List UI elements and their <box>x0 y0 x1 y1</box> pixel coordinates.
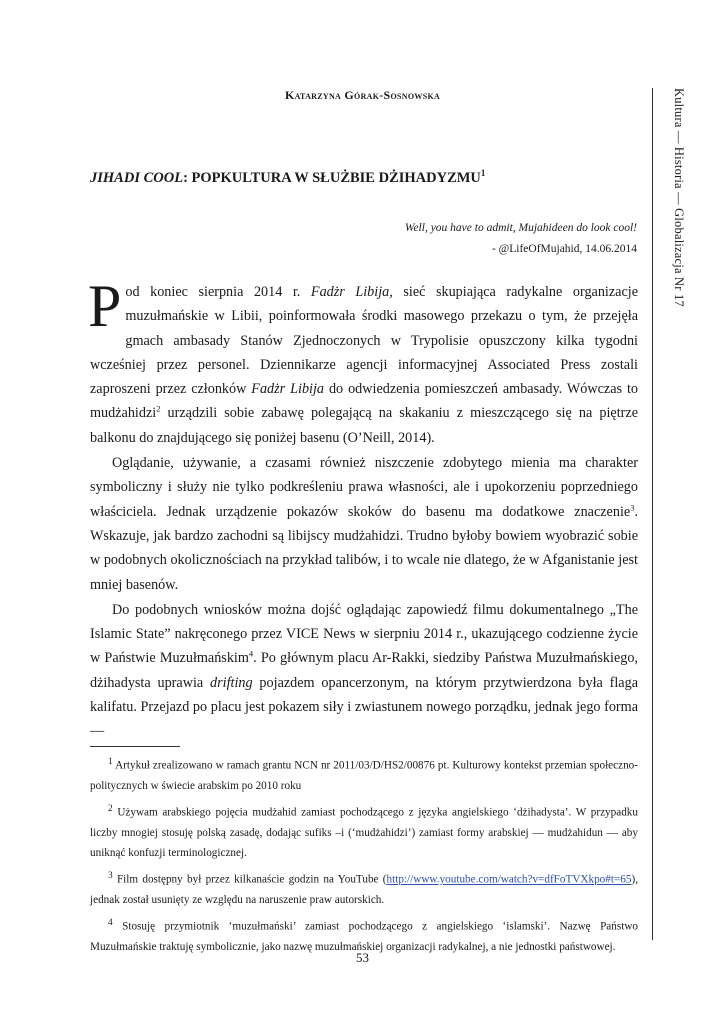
footnote-1 <box>90 752 638 797</box>
p1-text-2: sieć skupiająca radykalne organizacje muzułmańskie w Libii, poinformowała środki masowego przekazu o tym, że przejęła gmach ambasady Stanów Zjednoczonych w Trypolisie opuszczony kilka tygodni wcześniej przez personel. Dziennikarze agencji informacyjnej Associated Press zostali zaproszeni przez członków <box>90 284 638 398</box>
footnote-ref-2[interactable]: 2 <box>156 403 161 414</box>
footnote-3 <box>90 866 638 911</box>
epigraph-quote: Well, you have to admit, Mujahideen do look cool! <box>404 222 637 234</box>
footnote-ref-3[interactable]: 3 <box>630 501 635 512</box>
footnote-number: 2 <box>108 803 113 814</box>
footnote-2 <box>90 799 638 864</box>
p1-text-3: do odwiedzenia pomieszczeń ambasady. Wówczas to mudżahidzi <box>90 381 638 422</box>
page-number: 53 <box>356 950 369 965</box>
footnote-text: Artykuł zrealizowano w ramach grantu NCN nr 2011/03/D/HS2/00876 pt. Kulturowy kontekst przemian społeczno-politycznych w świecie arabskim po 2010 roku <box>90 759 638 793</box>
footnotes <box>90 752 638 959</box>
drop-cap: P <box>88 273 122 339</box>
youtube-link[interactable]: http://www.youtube.com/watch?v=dfFoTVXkpo#t=65 <box>386 873 632 886</box>
title-rest: : POPKULTURA W SŁUŻBIE DŻIHADYZMU <box>183 169 481 186</box>
p1-italic-1: Fadżr Libija, <box>310 284 393 300</box>
footnote-number: 4 <box>108 917 113 928</box>
p3-text-3: pojazdem opancerzonym, na którym przytwierdzona była flaga kalifatu. Przejazd po placu jest pokazem siły i zwiastunem nowego porządku, jednak jego forma — <box>90 674 638 740</box>
article-title <box>90 168 630 187</box>
title-footnote-ref[interactable]: 1 <box>480 168 486 178</box>
p2-text-1: Oglądanie, używanie, a czasami również niszczenie zdobytego mienia ma charakter symboliczny i służy nie tylko podkreśleniu prawa własności, ale i upokorzeniu poprzedniego właściciela. Jednak urządzenie pokazów skoków do basenu ma dodatkowe znaczenie <box>90 455 638 520</box>
p1-text-4: urządzili sobie zabawę polegającą na skakaniu z mieszczącego się na piętrze balkonu do znajdującego się poniżej basenu (O’Neill, 2014). <box>90 405 638 446</box>
epigraph-source: - @LifeOfMujahid, 14.06.2014 <box>491 243 637 255</box>
p3-text-1: Do podobnych wniosków można dojść oglądając zapowiedź filmu dokumentalnego „The Islamic State” nakręconego przez VICE News w sierpniu 2014 r., ukazującego codzienne życie w Państwie Muzułmańskim <box>90 601 638 667</box>
p1-text-1: od koniec sierpnia 2014 r. <box>125 284 311 300</box>
footnote-text: Używam arabskiego pojęcia mudżahid zamiast pochodzącego z języka angielskiego ‘dżihadysta’. W przypadku liczby mnogiej stosuję polską zasadę, dodając sufiks –i (‘mudżahidzi’) zamiast formy arabskiej — mudżahidun — aby uniknąć konfuzji terminologicznej. <box>90 806 638 860</box>
footnote-text: Stosuję przymiotnik ‘muzułmański’ zamiast pochodzącego z angielskiego ‘islamski’. Nazwę Państwo Muzułmańskie traktuję symbolicznie, jako nazwę muzułmańskiej organizacji radykalnej, a nie jednostki państwowej. <box>90 920 638 953</box>
journal-side-label: Kultura — Historia — Globalizacja Nr 17 <box>672 88 686 307</box>
epigraph <box>237 218 637 260</box>
footnote-text: ), jednak został usunięty ze względu na naruszenie praw autorskich. <box>90 873 638 907</box>
footnote-text: Film dostępny był przez kilkanaście godzin na YouTube ( <box>112 873 387 886</box>
article-body <box>88 273 638 744</box>
author-name: Katarzyna Górak-Sosnowska <box>284 88 441 102</box>
paragraph-3 <box>90 598 638 744</box>
p2-text-2: . Wskazuje, jak bardzo zachodni są libijscy mudżahidzi. Trudno byłoby bowiem wyobrazić sobie w podobnych okolicznościach na przykład talibów, i to wcale nie dlatego, że w Afganistanie jest mniej basenów. <box>90 503 638 593</box>
footnote-ref-4[interactable]: 4 <box>248 648 254 659</box>
paragraph-2 <box>90 451 638 597</box>
paragraph-1 <box>88 273 638 450</box>
p1-italic-2: Fadżr Libija <box>251 381 325 398</box>
side-divider <box>652 88 653 940</box>
title-italic-part: JIHADI COOL <box>90 169 184 186</box>
p3-italic-1: drifting <box>210 674 253 691</box>
footnote-number: 1 <box>108 757 113 767</box>
p3-text-2: . Po głównym placu Ar-Rakki, siedziby Państwa Muzułmańskiego, dżihadysta uprawia <box>90 650 638 691</box>
footnote-separator <box>90 746 180 747</box>
footnote-number: 3 <box>108 870 113 881</box>
